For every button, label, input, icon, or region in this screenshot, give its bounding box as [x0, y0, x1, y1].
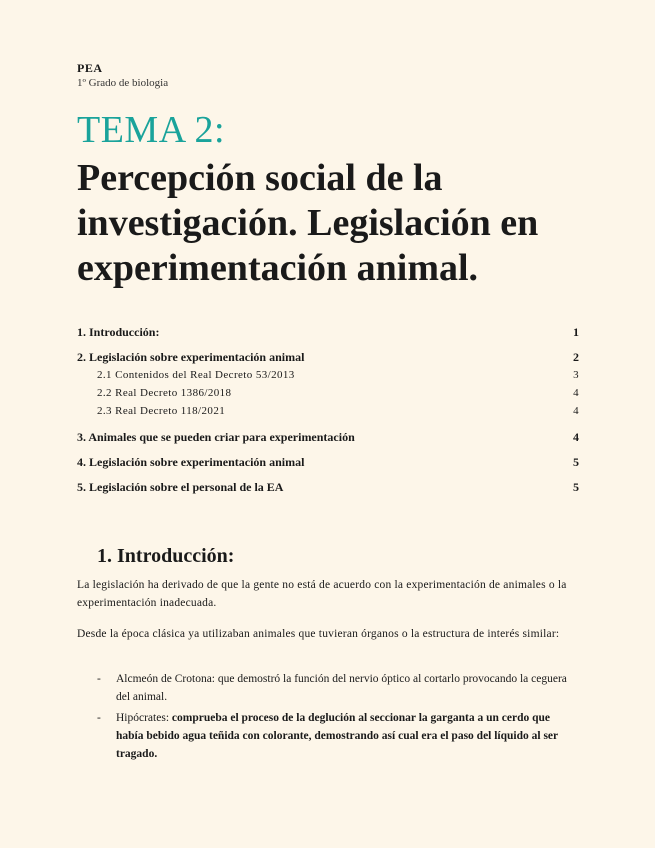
intro-paragraph-2: Desde la época clásica ya utilizaban animales que tuvieran órganos o la estructura de interés similar:: [77, 628, 560, 640]
toc-item-label: 3. Animales que se pueden criar para experimentación: [77, 430, 355, 444]
toc-item[interactable]: [77, 480, 579, 495]
toc-item-label: 2.2 Real Decreto 1386/2018: [97, 387, 232, 399]
tema-label: TEMA 2:: [77, 109, 226, 151]
toc-item[interactable]: [77, 430, 579, 445]
bullet-dash: -: [97, 673, 101, 685]
bullet-dash: -: [97, 712, 101, 724]
toc-item[interactable]: [77, 455, 579, 470]
course-name: PEA: [77, 61, 103, 75]
list-item-text: Alcmeón de Crotona: que demostró la función del nervio óptico al cortarlo provocando la ceguera del animal.: [116, 673, 567, 703]
toc-item-label: 4. Legislación sobre experimentación animal: [77, 455, 305, 469]
toc-item[interactable]: [77, 350, 579, 365]
toc-item-page: 4: [573, 430, 579, 444]
toc-item-label: 2.3 Real Decreto 118/2021: [97, 405, 226, 417]
section-heading: 1. Introducción:: [97, 545, 235, 567]
course-subtitle: 1º Grado de biologia: [77, 77, 169, 89]
toc-item[interactable]: [77, 325, 579, 340]
toc-item-page: 4: [573, 387, 579, 399]
toc-subitem[interactable]: [77, 387, 579, 399]
toc-item-page: 2: [573, 350, 579, 364]
toc-subitem[interactable]: [77, 405, 579, 417]
toc-item-page: 5: [573, 480, 579, 494]
list-item-lead: Hipócrates:: [116, 712, 172, 724]
list-item-text: [116, 709, 576, 763]
toc-item-label: 1. Introducción:: [77, 325, 160, 339]
toc-item-label: 2.1 Contenidos del Real Decreto 53/2013: [97, 369, 295, 381]
toc-subitem[interactable]: [77, 369, 579, 381]
list-item-bold: comprueba el proceso de la deglución al seccionar la garganta a un cerdo que había bebido agua teñida con colorante, demostrando así cual era el paso del líquido al ser tragado.: [116, 712, 558, 760]
toc-item-page: 3: [573, 369, 579, 381]
toc-item-label: 5. Legislación sobre el personal de la EA: [77, 480, 284, 494]
toc-item-page: 5: [573, 455, 579, 469]
page-title: Percepción social de la investigación. Legislación en experimentación animal.: [77, 157, 539, 289]
toc-item-page: 1: [573, 325, 579, 339]
intro-paragraph-1: La legislación ha derivado de que la gente no está de acuerdo con la experimentación de animales o la experimentación inadecuada.: [77, 579, 567, 609]
toc-item-page: 4: [573, 405, 579, 417]
toc-item-label: 2. Legislación sobre experimentación animal: [77, 350, 305, 364]
